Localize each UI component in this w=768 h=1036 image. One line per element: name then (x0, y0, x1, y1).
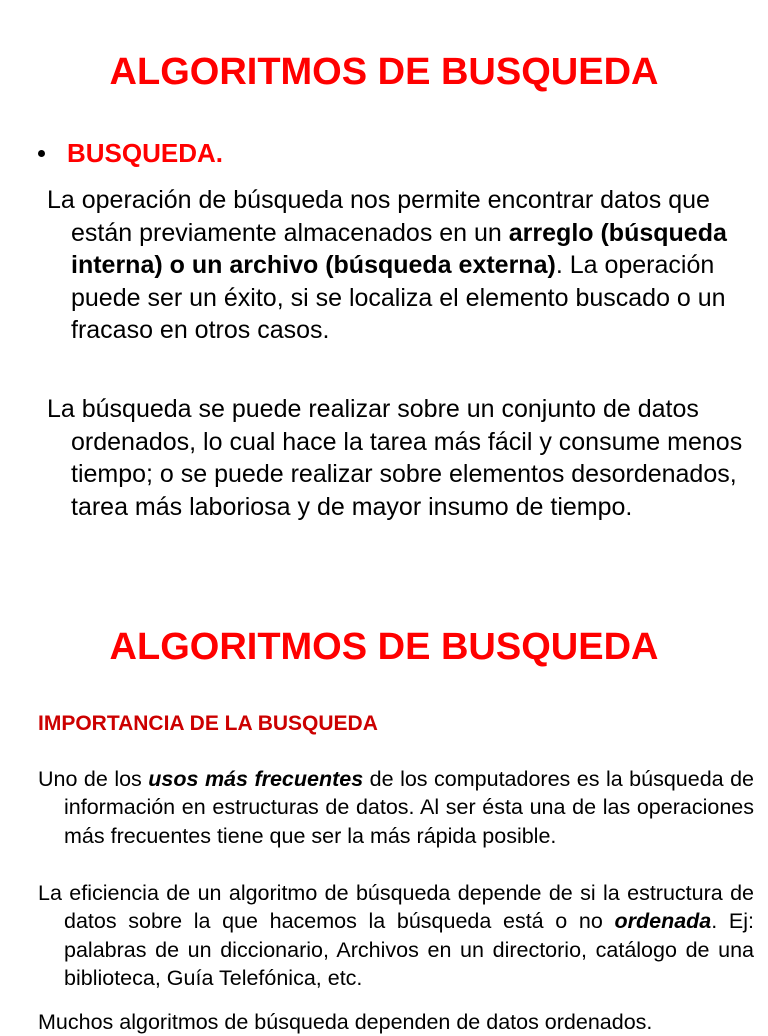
paragraph-frequent-uses (38, 765, 754, 850)
paragraph-ordered-data: La búsqueda se puede realizar sobre un conjunto de datos ordenados, lo cual hace la tarea más fácil y consume menos tiempo; o se puede realizar sobre elementos desordenados, tarea más laboriosa y de mayor insumo de tiempo. (47, 395, 743, 521)
paragraph-ordered-algorithms: Muchos algoritmos de búsqueda dependen de datos ordenados. (38, 1010, 653, 1034)
slide-importancia (0, 600, 768, 1034)
paragraph-text: La eficiencia de un algoritmo de búsqueda depende de si la estructura de datos sobre la que hacemos la búsqueda está o no (38, 881, 754, 934)
paragraph-emphasis-text: ordenada (614, 909, 712, 934)
paragraph-text: de los computadores es la búsqueda de información en estructuras de datos. Al ser ésta una de las operaciones más frecuentes tiene que ser la más rápida posible. (64, 767, 755, 848)
paragraph-efficiency (38, 879, 754, 992)
paragraph-text: La operación de búsqueda nos permite encontrar datos que están previamente almacenados en un (47, 186, 710, 247)
slide-title: ALGORITMOS DE BUSQUEDA (109, 626, 659, 668)
slide-title: ALGORITMOS DE BUSQUEDA (109, 51, 659, 93)
bullet-dot-icon (38, 150, 45, 157)
paragraph-definition (47, 184, 761, 347)
paragraph-text: Uno de los (38, 767, 149, 791)
bullet-heading (38, 137, 223, 169)
paragraph-emphasis-text: usos más frecuentes (148, 767, 364, 791)
paragraph-text: . Ej: palabras de un diccionario, Archivos en un directorio, catálogo de una biblioteca, Guía Telefónica, etc. (64, 909, 754, 990)
bullet-heading-label: BUSQUEDA. (67, 138, 224, 168)
paragraph-text: . La operación puede ser un éxito, si se localiza el elemento buscado o un fracaso en otros casos. (71, 251, 726, 344)
paragraph-bold-text: arreglo (búsqueda interna) o un archivo (búsqueda externa) (71, 218, 727, 279)
section-subheading: IMPORTANCIA DE LA BUSQUEDA (38, 712, 378, 735)
